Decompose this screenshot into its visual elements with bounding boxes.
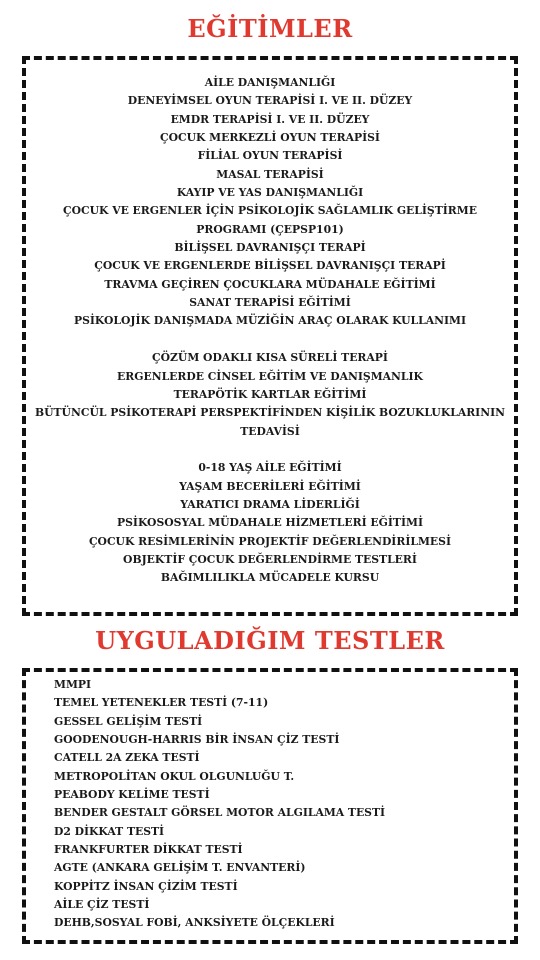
- list-item: BİLİŞSEL DAVRANIŞÇI TERAPİ: [174, 241, 366, 255]
- list-item: YARATICI DRAMA LİDERLİĞİ: [180, 497, 360, 511]
- list-item: BENDER GESTALT GÖRSEL MOTOR ALGILAMA TESTİ: [54, 806, 386, 820]
- list-item: ERGENLERDE CİNSEL EĞİTİM VE DANIŞMANLIK: [117, 369, 423, 383]
- list-item: GOODENOUGH-HARRIS BİR İNSAN ÇİZ TESTİ: [54, 733, 340, 747]
- list-item: METROPOLİTAN OKUL OLGUNLUĞU T.: [54, 769, 295, 783]
- list-item: PSİKOSOSYAL MÜDAHALE HİZMETLERİ EĞİTİMİ: [116, 516, 423, 530]
- testler-list: [54, 676, 504, 933]
- list-item: MASAL TERAPİSİ: [216, 167, 324, 181]
- list-item: PEABODY KELİME TESTİ: [54, 788, 210, 802]
- list-item: YAŞAM BECERİLERİ EĞİTİMİ: [179, 479, 361, 493]
- list-item: TERAPÖTİK KARTLAR EĞİTİMİ: [173, 387, 367, 401]
- section-title-uyguladigim-testler: UYGULADIĞIM TESTLER: [95, 626, 445, 655]
- list-spacer: [30, 331, 510, 349]
- egitimler-list: [30, 74, 510, 588]
- list-item: TRAVMA GEÇİREN ÇOCUKLARA MÜDAHALE EĞİTİMİ: [104, 277, 436, 291]
- list-item: KAYIP VE YAS DANIŞMANLIĞI: [176, 186, 364, 200]
- list-item: PSİKOLOJİK DANIŞMADA MÜZİĞİN ARAÇ OLARAK KULLANIMI: [73, 314, 467, 328]
- list-item: ÇÖZÜM ODAKLI KISA SÜRELİ TERAPİ: [152, 351, 388, 365]
- list-spacer: [30, 441, 510, 459]
- list-item: D2 DİKKAT TESTİ: [54, 824, 165, 838]
- section-title-egitimler: EĞİTİMLER: [187, 14, 353, 43]
- list-item: ÇOCUK VE ERGENLERDE BİLİŞSEL DAVRANIŞÇI TERAPİ: [94, 259, 446, 273]
- list-item: BÜTÜNCÜL PSİKOTERAPİ PERSPEKTİFİNDEN KİŞİLİK BOZUKLUKLARININ TEDAVİSİ: [34, 406, 506, 438]
- list-item: ÇOCUK MERKEZLİ OYUN TERAPİSİ: [160, 131, 380, 145]
- list-item: CATELL 2A ZEKA TESTİ: [54, 751, 200, 765]
- list-item: ÇOCUK VE ERGENLER İÇİN PSİKOLOJİK SAĞLAMLIK GELİŞTİRME PROGRAMI (ÇEPSP101): [63, 204, 477, 236]
- list-item: OBJEKTİF ÇOCUK DEĞERLENDİRME TESTLERİ: [123, 552, 417, 566]
- list-item: TEMEL YETENEKLER TESTİ (7-11): [54, 696, 269, 710]
- list-item: AİLE DANIŞMANLIĞI: [204, 76, 336, 89]
- list-item: BAĞIMLILIKLA MÜCADELE KURSU: [160, 571, 380, 585]
- list-item: DENEYİMSEL OYUN TERAPİSİ I. VE II. DÜZEY: [127, 94, 413, 108]
- list-item: FİLİAL OYUN TERAPİSİ: [197, 149, 343, 163]
- list-item: SANAT TERAPİSİ EĞİTİMİ: [189, 296, 351, 310]
- list-item: GESSEL GELİŞİM TESTİ: [54, 714, 203, 728]
- list-item: FRANKFURTER DİKKAT TESTİ: [54, 843, 243, 857]
- list-item: MMPI: [54, 678, 92, 691]
- list-item: DEHB,SOSYAL FOBİ, ANKSİYETE ÖLÇEKLERİ: [54, 916, 335, 930]
- list-item: EMDR TERAPİSİ I. VE II. DÜZEY: [170, 112, 370, 126]
- list-item: KOPPİTZ İNSAN ÇİZİM TESTİ: [54, 879, 238, 893]
- list-item: AİLE ÇİZ TESTİ: [54, 898, 150, 912]
- list-item: AGTE (ANKARA GELİŞİM T. ENVANTERİ): [54, 861, 306, 875]
- list-item: 0-18 YAŞ AİLE EĞİTİMİ: [198, 461, 342, 475]
- list-item: ÇOCUK RESİMLERİNİN PROJEKTİF DEĞERLENDİRİLMESİ: [88, 534, 452, 548]
